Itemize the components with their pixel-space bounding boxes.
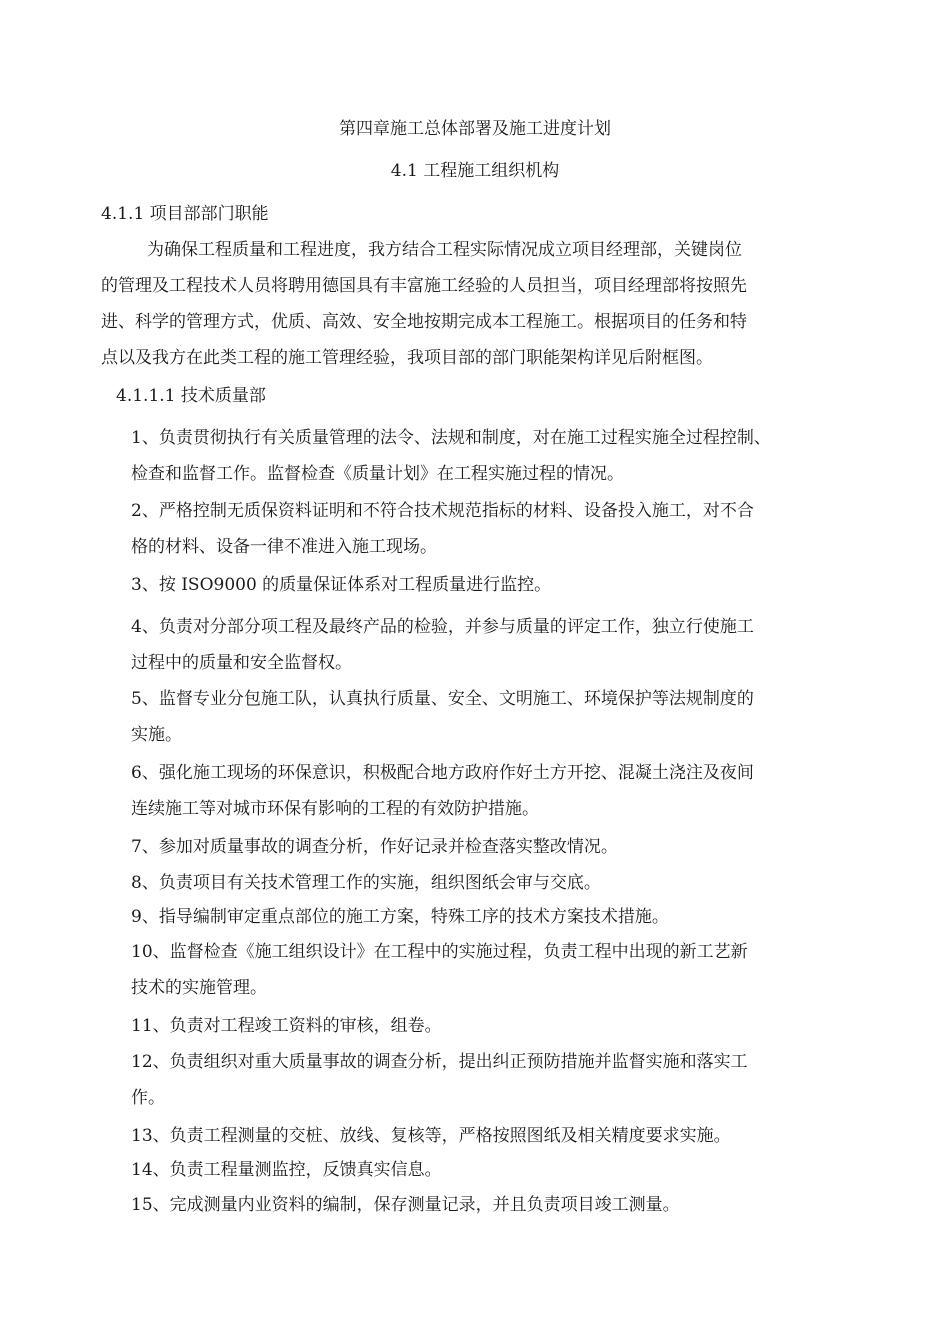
list-item: 8、负责项目有关技术管理工作的实施，组织图纸会审与交底。 (131, 873, 601, 893)
intro-line: 进、科学的管理方式，优质、高效、安全地按期完成本工程施工。根据项目的任务和特 (101, 312, 747, 332)
subsubsection-title: 4.1.1.1 技术质量部 (116, 386, 266, 406)
list-item: 1、负责贯彻执行有关质量管理的法令、法规和制度，对在施工过程实施全过程控制、 (131, 428, 771, 448)
subsection-title: 4.1.1 项目部部门职能 (101, 204, 269, 224)
list-item: 4、负责对分部分项工程及最终产品的检验，并参与质量的评定工作，独立行使施工 (131, 617, 754, 637)
list-item: 11、负责对工程竣工资料的审核，组卷。 (131, 1016, 442, 1036)
list-item-continuation: 技术的实施管理。 (131, 978, 267, 998)
list-item: 9、指导编制审定重点部位的施工方案，特殊工序的技术方案技术措施。 (131, 907, 669, 927)
list-item-continuation: 格的材料、设备一律不准进入施工现场。 (131, 537, 437, 557)
list-item-continuation: 检查和监督工作。监督检查《质量计划》在工程实施过程的情况。 (131, 464, 624, 484)
list-item: 12、负责组织对重大质量事故的调查分析，提出纠正预防措施并监督实施和落实工 (131, 1052, 748, 1072)
list-item: 5、监督专业分包施工队，认真执行质量、安全、文明施工、环境保护等法规制度的 (131, 689, 754, 709)
section-title: 4.1 工程施工组织机构 (390, 161, 560, 181)
list-item-continuation: 作。 (131, 1088, 165, 1108)
list-item-continuation: 连续施工等对城市环保有影响的工程的有效防护措施。 (131, 799, 539, 819)
list-item: 7、参加对质量事故的调查分析，作好记录并检查落实整改情况。 (131, 837, 618, 857)
list-item-continuation: 实施。 (131, 725, 182, 745)
list-item: 6、强化施工现场的环保意识，积极配合地方政府作好土方开挖、混凝土浇注及夜间 (131, 763, 754, 783)
list-item: 2、严格控制无质保资料证明和不符合技术规范指标的材料、设备投入施工，对不合 (131, 501, 754, 521)
list-item: 13、负责工程测量的交桩、放线、复核等，严格按照图纸及相关精度要求实施。 (131, 1126, 731, 1146)
list-item: 14、负责工程量测监控，反馈真实信息。 (131, 1160, 442, 1180)
intro-line: 的管理及工程技术人员将聘用德国具有丰富施工经验的人员担当，项目经理部将按照先 (101, 276, 747, 296)
list-item-continuation: 过程中的质量和安全监督权。 (131, 653, 352, 673)
list-item: 10、监督检查《施工组织设计》在工程中的实施过程，负责工程中出现的新工艺新 (131, 942, 748, 962)
chapter-title: 第四章施工总体部署及施工进度计划 (339, 119, 611, 139)
list-item: 15、完成测量内业资料的编制，保存测量记录，并且负责项目竣工测量。 (131, 1195, 680, 1215)
intro-line: 点以及我方在此类工程的施工管理经验，我项目部的部门职能架构详见后附框图。 (101, 348, 713, 368)
intro-line: 为确保工程质量和工程进度，我方结合工程实际情况成立项目经理部，关键岗位 (147, 240, 742, 260)
list-item: 3、按 ISO9000 的质量保证体系对工程质量进行监控。 (131, 575, 552, 595)
